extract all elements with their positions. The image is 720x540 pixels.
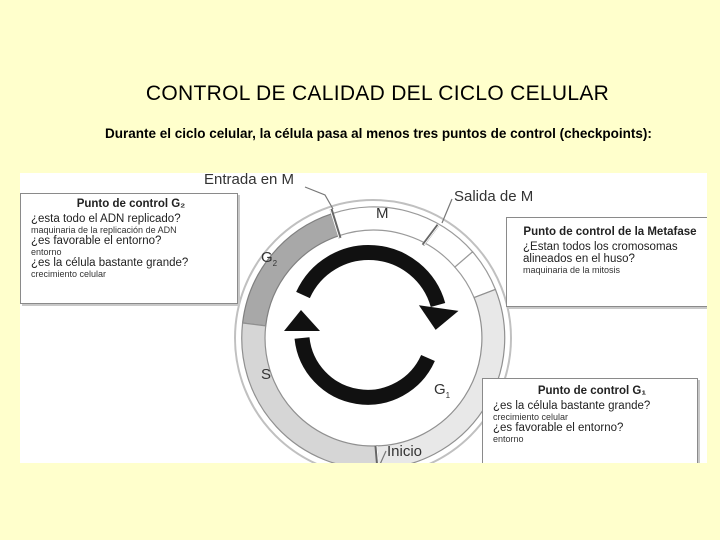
checkpoint-metafase-q1: ¿Estan todos los cromosomas	[523, 241, 678, 253]
leader-line-entrada	[305, 187, 333, 209]
label-salida-m: Salida de M	[454, 188, 534, 205]
checkpoint-metafase-box	[506, 217, 707, 307]
checkpoint-metafase-q1b: alineados en el huso?	[523, 253, 635, 265]
checkpoint-g2-q1: ¿esta todo el ADN replicado?	[31, 213, 181, 225]
checkpoint-g1-q2: ¿es favorable el entorno?	[493, 422, 624, 434]
checkpoint-g1-q1: ¿es la célula bastante grande?	[493, 400, 651, 412]
phase-label-g2: $G_2$	[261, 249, 278, 268]
label-entrada-m: Entrada en M	[204, 173, 295, 188]
checkpoint-g2-title: Punto de control G₂	[76, 198, 186, 210]
label-inicio: Inicio	[387, 443, 423, 460]
checkpoint-metafase-n1: maquinaria de la mitosis	[523, 265, 621, 275]
checkpoint-g2-q2: ¿es favorable el entorno?	[31, 235, 162, 247]
checkpoint-g1-n1: crecimiento celular	[493, 412, 569, 422]
phase-label-g1: $G_1$	[434, 381, 451, 400]
leader-line-salida	[442, 199, 452, 223]
phase-label-s: S	[261, 366, 272, 383]
checkpoint-g2-n2: entorno	[31, 247, 62, 257]
checkpoint-g2-n1: maquinaria de la replicación de ADN	[31, 225, 177, 235]
checkpoint-g2-n3: crecimiento celular	[31, 269, 107, 279]
checkpoint-g2-q3: ¿es la célula bastante grande?	[31, 257, 189, 269]
checkpoint-g2-box	[20, 193, 238, 304]
checkpoint-metafase-title: Punto de control de la Metafase	[523, 226, 697, 238]
cell-cycle-diagram	[20, 173, 707, 463]
checkpoint-g1-title: Punto de control G₁	[537, 385, 647, 397]
checkpoint-g1-n2: entorno	[493, 434, 524, 444]
page-title: CONTROL DE CALIDAD DEL CICLO CELULAR	[145, 82, 610, 105]
page-subtitle: Durante el ciclo celular, la célula pasa al menos tres puntos de control (checkpoints):	[105, 126, 652, 141]
checkpoint-g1-box	[482, 378, 698, 463]
phase-label-m: M	[376, 205, 389, 222]
